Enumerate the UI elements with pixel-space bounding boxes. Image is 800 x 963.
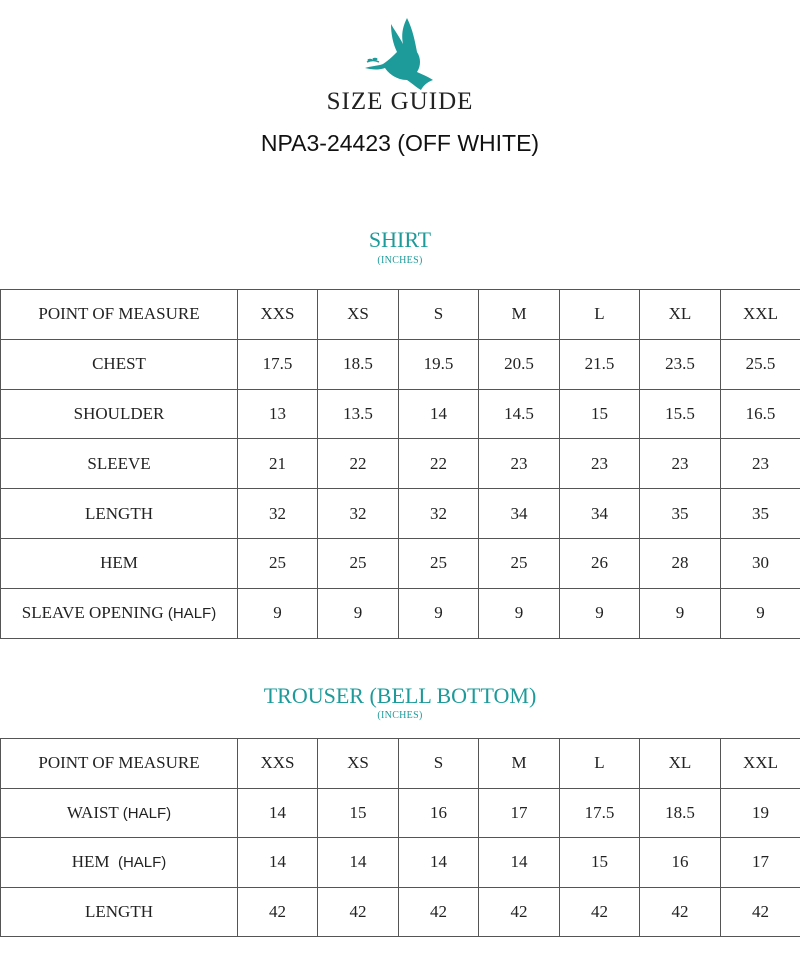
measure-value: 25.5 xyxy=(721,339,800,389)
measure-value: 17.5 xyxy=(560,788,640,838)
measure-value: 32 xyxy=(318,489,399,539)
measure-note: (HALF) xyxy=(117,854,167,872)
measure-name: CHEST xyxy=(92,354,146,374)
measure-label xyxy=(1,389,238,439)
measure-value: 15 xyxy=(318,788,399,838)
measure-label xyxy=(1,838,238,888)
measure-value: 15 xyxy=(560,389,640,439)
measure-value: 9 xyxy=(479,588,560,638)
size-header: XL xyxy=(640,290,721,340)
measure-value: 13.5 xyxy=(318,389,399,439)
size-header: XS xyxy=(318,739,399,789)
table-row xyxy=(1,887,800,937)
table-row xyxy=(1,439,800,489)
measure-value: 25 xyxy=(318,538,399,588)
measure-value: 17 xyxy=(479,788,560,838)
point-of-measure-header: POINT OF MEASURE xyxy=(1,290,238,340)
measure-value: 14 xyxy=(399,389,479,439)
measure-value: 25 xyxy=(479,538,560,588)
measure-label xyxy=(1,887,238,937)
measure-value: 28 xyxy=(640,538,721,588)
product-code: NPA3-24423 (OFF WHITE) xyxy=(260,130,540,156)
measure-value: 30 xyxy=(721,538,800,588)
measure-value: 23.5 xyxy=(640,339,721,389)
measure-value: 23 xyxy=(640,439,721,489)
size-header: M xyxy=(479,290,560,340)
measure-value: 26 xyxy=(560,538,640,588)
measure-value: 35 xyxy=(721,489,800,539)
measure-value: 19 xyxy=(721,788,800,838)
measure-value: 14 xyxy=(238,838,318,888)
measure-value: 9 xyxy=(399,588,479,638)
measure-value: 18.5 xyxy=(640,788,721,838)
header-row xyxy=(1,290,800,340)
measure-value: 14 xyxy=(238,788,318,838)
size-header: M xyxy=(479,739,560,789)
measure-value: 19.5 xyxy=(399,339,479,389)
trouser-size-table xyxy=(0,738,800,937)
measure-label xyxy=(1,489,238,539)
measure-value: 32 xyxy=(238,489,318,539)
dove-icon xyxy=(363,16,437,94)
measure-label xyxy=(1,788,238,838)
measure-value: 42 xyxy=(721,887,800,937)
measure-value: 16.5 xyxy=(721,389,800,439)
size-header: S xyxy=(399,290,479,340)
measure-value: 23 xyxy=(721,439,800,489)
measure-value: 9 xyxy=(318,588,399,638)
measure-value: 14.5 xyxy=(479,389,560,439)
measure-name: SLEAVE OPENING xyxy=(21,603,168,623)
measure-value: 25 xyxy=(238,538,318,588)
measure-value: 42 xyxy=(640,887,721,937)
measure-value: 9 xyxy=(560,588,640,638)
measure-note: (HALF) xyxy=(122,804,172,822)
brand-title: SIZE GUIDE xyxy=(326,88,474,115)
measure-value: 17 xyxy=(721,838,800,888)
table-row xyxy=(1,838,800,888)
measure-value: 9 xyxy=(640,588,721,638)
size-header: XXL xyxy=(721,739,800,789)
measure-value: 21 xyxy=(238,439,318,489)
shirt-unit: (INCHES) xyxy=(377,255,423,266)
table-row xyxy=(1,389,800,439)
size-header: XXL xyxy=(721,290,800,340)
measure-value: 16 xyxy=(399,788,479,838)
measure-value: 14 xyxy=(318,838,399,888)
shirt-title: SHIRT xyxy=(368,227,432,252)
measure-name: HEM xyxy=(71,852,118,872)
measure-name: LENGTH xyxy=(85,901,153,921)
measure-value: 18.5 xyxy=(318,339,399,389)
size-header: S xyxy=(399,739,479,789)
measure-name: SLEEVE xyxy=(87,453,151,473)
measure-name: SHOULDER xyxy=(73,403,165,423)
measure-value: 20.5 xyxy=(479,339,560,389)
measure-label xyxy=(1,588,238,638)
measure-value: 16 xyxy=(640,838,721,888)
measure-name: WAIST xyxy=(66,802,123,822)
measure-value: 15.5 xyxy=(640,389,721,439)
measure-label xyxy=(1,538,238,588)
measure-value: 34 xyxy=(479,489,560,539)
measure-value: 9 xyxy=(238,588,318,638)
size-header: XXS xyxy=(238,290,318,340)
measure-value: 17.5 xyxy=(238,339,318,389)
measure-value: 14 xyxy=(479,838,560,888)
measure-value: 22 xyxy=(399,439,479,489)
measure-value: 32 xyxy=(399,489,479,539)
table-row xyxy=(1,788,800,838)
size-header: L xyxy=(560,739,640,789)
measure-value: 42 xyxy=(560,887,640,937)
table-row xyxy=(1,588,800,638)
measure-value: 23 xyxy=(479,439,560,489)
measure-name: LENGTH xyxy=(85,503,153,523)
measure-value: 42 xyxy=(238,887,318,937)
size-header: XXS xyxy=(238,739,318,789)
measure-label xyxy=(1,439,238,489)
measure-name: HEM xyxy=(100,553,138,573)
size-header: XS xyxy=(318,290,399,340)
table-row xyxy=(1,339,800,389)
measure-value: 9 xyxy=(721,588,800,638)
measure-label xyxy=(1,339,238,389)
measure-value: 42 xyxy=(399,887,479,937)
trouser-unit: (INCHES) xyxy=(377,710,423,721)
measure-value: 23 xyxy=(560,439,640,489)
measure-value: 21.5 xyxy=(560,339,640,389)
measure-value: 34 xyxy=(560,489,640,539)
measure-value: 42 xyxy=(479,887,560,937)
measure-value: 14 xyxy=(399,838,479,888)
measure-value: 15 xyxy=(560,838,640,888)
measure-value: 42 xyxy=(318,887,399,937)
point-of-measure-header: POINT OF MEASURE xyxy=(1,739,238,789)
shirt-size-table xyxy=(0,289,800,639)
measure-value: 35 xyxy=(640,489,721,539)
measure-value: 13 xyxy=(238,389,318,439)
table-row xyxy=(1,489,800,539)
size-header: L xyxy=(560,290,640,340)
size-header: XL xyxy=(640,739,721,789)
measure-value: 25 xyxy=(399,538,479,588)
table-row xyxy=(1,538,800,588)
trouser-title: TROUSER (BELL BOTTOM) xyxy=(263,683,537,708)
header-row xyxy=(1,739,800,789)
measure-note: (HALF) xyxy=(167,605,217,623)
measure-value: 22 xyxy=(318,439,399,489)
